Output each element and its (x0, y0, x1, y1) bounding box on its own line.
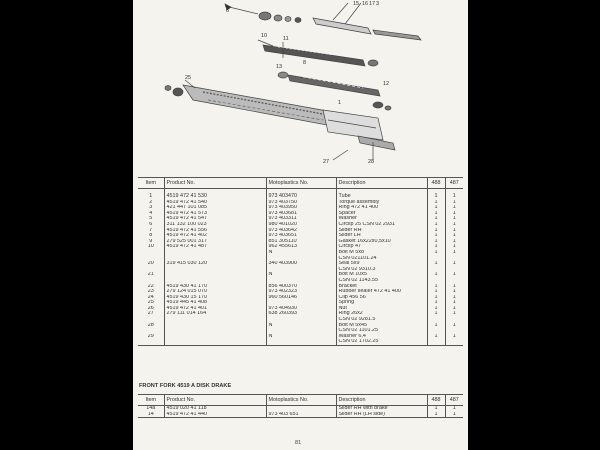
cell-desc: Nut (336, 306, 427, 312)
catalog-page (133, 0, 468, 450)
cell-item: 14a (146, 405, 156, 411)
disk-brake-parts-table (138, 394, 463, 418)
cell-product: 4519 472 41 440 (164, 412, 266, 418)
cell-product: 4519 472 41 487 (164, 244, 266, 250)
cell-product (164, 339, 266, 345)
cell-desc: Spacer (336, 211, 427, 217)
cell-q2: 1 (445, 222, 463, 228)
cell-desc: Clip 456 56 (336, 295, 427, 301)
cell-item: 27 (147, 311, 154, 317)
cell-item: 26 (147, 305, 154, 311)
cell-item: 9 (149, 238, 153, 244)
cell-moto: 340 403900 (266, 261, 336, 267)
callout-label: 10 (261, 33, 268, 39)
table-header-row (138, 395, 463, 406)
cell-desc: Tube (336, 189, 427, 200)
cell-product: 4519 445 41 408 (164, 300, 266, 306)
cell-q2 (445, 339, 463, 345)
cell-moto: N (266, 334, 336, 340)
cell-moto: 980 401020 (266, 222, 336, 228)
cell-q2: 1 (445, 306, 463, 312)
cell-q1: 1 (427, 228, 445, 234)
cell-q1: 1 (427, 406, 445, 412)
cell-desc: CSN 02 9281.5 (336, 317, 427, 323)
callout-label: 28 (368, 159, 375, 165)
section-title: FRONT FORK 4519 A DISK DRAKE (139, 383, 232, 389)
cell-item: 28 (147, 322, 154, 328)
cell-desc: Seal 5x9 (336, 261, 427, 267)
cell-desc: Ring 472 41 400 (336, 205, 427, 211)
cell-product: 4519 430 15 170 (164, 295, 266, 301)
cell-q1: 1 (427, 412, 445, 418)
cell-item: 14 (147, 411, 154, 417)
cell-product: 311 132 100 023 (164, 222, 266, 228)
cell-desc: Spring (336, 300, 427, 306)
callout-label: 16 (362, 1, 369, 7)
cell-q1: 1 (427, 306, 445, 312)
parts-table (138, 177, 463, 346)
cell-q2: 1 (445, 216, 463, 222)
cell-q1: 1 (427, 261, 445, 267)
cell-moto: 973 404930 (266, 306, 336, 312)
cell-q2: 1 (445, 228, 463, 234)
cell-q1: 1 (427, 200, 445, 206)
cell-q2: 1 (445, 233, 463, 239)
cell-q1: 1 (427, 211, 445, 217)
cell-q2: 1 (445, 334, 463, 340)
cell-q2: 1 (445, 323, 463, 329)
table-row (138, 412, 463, 418)
cell-q2: 1 (445, 205, 463, 211)
cell-q2: 1 (445, 406, 463, 412)
cell-q1: 1 (427, 233, 445, 239)
cell-q2: 1 (445, 295, 463, 301)
cell-moto: 973 403681 (266, 211, 336, 217)
cell-moto: 973 402323 (266, 289, 336, 295)
callout-label: 13 (276, 64, 283, 70)
callout-label: 6 (226, 8, 230, 14)
cell-moto: 856 400370 (266, 284, 336, 290)
callout-label: 15 (353, 1, 360, 7)
cell-desc: CSN 02 1702.25 (336, 339, 427, 345)
page-number: 81 (295, 440, 302, 446)
col-header-moto: Motoplastics No. (266, 178, 336, 189)
col-header-product: Product No. (164, 178, 266, 189)
table-header-row (138, 178, 463, 189)
cell-q2: 1 (445, 239, 463, 245)
callout-label: 1 (338, 100, 342, 106)
cell-item: 4 (149, 210, 153, 216)
cell-q2: 1 (445, 412, 463, 418)
cell-item: 29 (147, 333, 154, 339)
callout-label: 17 (369, 1, 376, 7)
callout-label: 11 (283, 36, 289, 42)
cell-desc: CSN 02 1143.55 (336, 278, 427, 284)
cell-item: 20 (147, 261, 154, 267)
cell-desc: Washer 6,4 (336, 334, 427, 340)
cell-q1: 1 (427, 289, 445, 295)
cell-product: 421 447 101 085 (164, 205, 266, 211)
cell-product: 4519 472 41 402 (164, 233, 266, 239)
callout-label: 12 (383, 81, 390, 87)
cell-moto: 638 260393 (266, 311, 336, 317)
cell-item: 7 (149, 227, 153, 233)
cell-item (138, 339, 164, 345)
cell-desc: Torque assembly (336, 200, 427, 206)
cell-product: 4519 472 41 556 (164, 228, 266, 234)
cell-q1: 1 (427, 323, 445, 329)
cell-item: 2 (149, 199, 153, 205)
cell-moto: N (266, 272, 336, 278)
cell-item: 3 (149, 205, 153, 211)
cell-desc: Slider LH (336, 233, 427, 239)
cell-q1: 1 (427, 250, 445, 256)
cell-q2: 1 (445, 200, 463, 206)
cell-desc: Washer (336, 216, 427, 222)
cell-q1: 1 (427, 244, 445, 250)
cell-desc: Bolt M 5x8 (336, 250, 427, 256)
cell-product: 279 124 015 070 (164, 289, 266, 295)
col-header-item: Item (138, 395, 164, 406)
cell-moto: 973 403470 (266, 189, 336, 200)
cell-q2: 1 (445, 272, 463, 278)
cell-q1: 1 (427, 300, 445, 306)
cell-item: 22 (147, 283, 154, 289)
cell-item: 5 (149, 216, 153, 222)
cell-q2: 1 (445, 300, 463, 306)
cell-item: 23 (147, 289, 154, 295)
cell-item: 21 (147, 272, 154, 278)
cell-item: 6 (149, 221, 153, 227)
cell-moto: 973 403750 (266, 200, 336, 206)
cell-q2: 1 (445, 284, 463, 290)
cell-desc: Bracket (336, 284, 427, 290)
cell-q1: 1 (427, 216, 445, 222)
cell-q1: 1 (427, 239, 445, 245)
cell-desc: CSN 02 9310.3 (336, 267, 427, 273)
parts-table-body (138, 189, 463, 346)
cell-moto: 960 560146 (266, 295, 336, 301)
cell-desc: Circlip 25 CSN 02 2931 (336, 222, 427, 228)
cell-product: 4519 472 41 530 (164, 189, 266, 200)
cell-q1: 1 (427, 284, 445, 290)
cell-desc: Rubber sealer 472 41 400 (336, 289, 427, 295)
cell-moto: 973 403642 (266, 228, 336, 234)
col-header-qty-487: 487 (445, 395, 463, 406)
cell-q2: 1 (445, 189, 463, 200)
col-header-qty-488: 488 (427, 395, 445, 406)
cell-item: 25 (147, 300, 154, 306)
callout-label: 3 (376, 1, 380, 7)
cell-q1: 1 (427, 205, 445, 211)
cell-q2: 1 (445, 250, 463, 256)
col-header-description: Description (336, 395, 427, 406)
cell-product: 4519 020 41 118 (164, 406, 266, 412)
col-header-item: Item (138, 178, 164, 189)
cell-moto (266, 339, 336, 345)
cell-product: 4519 472 41 401 (164, 306, 266, 312)
disk-brake-table-body (138, 406, 463, 418)
cell-desc: Ring 26x2 (336, 311, 427, 317)
cell-product: 4519 430 41 170 (164, 284, 266, 290)
cell-q2: 1 (445, 211, 463, 217)
cell-item: 8 (149, 233, 153, 239)
cell-desc: Slider RH with brake (336, 406, 427, 412)
callout-label: 25 (185, 75, 192, 81)
cell-desc: Slider RH (LH side) (336, 412, 427, 418)
cell-moto: 851 305110 (266, 239, 336, 245)
cell-moto: 973 403950 (266, 205, 336, 211)
callout-label: 8 (303, 60, 307, 66)
cell-product: 279 111 014 164 (164, 311, 266, 317)
cell-q2: 1 (445, 289, 463, 295)
cell-item: 10 (147, 244, 154, 250)
cell-moto: 973 403 651 (266, 412, 336, 418)
fork-exploded-diagram (133, 0, 468, 172)
cell-desc: CSN 02 1101.25 (336, 328, 427, 334)
cell-desc: Bolt M 10x5 (336, 272, 427, 278)
cell-product: 319 415 030 120 (164, 261, 266, 267)
cell-q2: 1 (445, 261, 463, 267)
cell-moto: N (266, 250, 336, 256)
cell-moto: 973 403651 (266, 233, 336, 239)
col-header-description: Description (336, 178, 427, 189)
col-header-moto: Motoplastics No. (266, 395, 336, 406)
cell-q1: 1 (427, 311, 445, 317)
cell-desc: CSN 021101.24 (336, 256, 427, 262)
cell-q1: 1 (427, 222, 445, 228)
col-header-qty-487: 487 (445, 178, 463, 189)
cell-moto: 973 403311 (266, 216, 336, 222)
cell-q1: 1 (427, 272, 445, 278)
cell-q2: 1 (445, 311, 463, 317)
cell-q1: 1 (427, 334, 445, 340)
cell-moto: N (266, 323, 336, 329)
table-row (138, 339, 463, 345)
cell-q1: 1 (427, 295, 445, 301)
cell-product: 4519 472 41 573 (164, 211, 266, 217)
callout-label: 27 (323, 159, 330, 165)
cell-q1 (427, 339, 445, 345)
cell-product: 279 525 001 317 (164, 239, 266, 245)
cell-desc: Bolt M 5x45 (336, 323, 427, 329)
cell-item: 24 (147, 294, 154, 300)
cell-product: 4519 472 41 547 (164, 216, 266, 222)
cell-product: 4519 472 41 540 (164, 200, 266, 206)
col-header-product: Product No. (164, 395, 266, 406)
cell-moto: 962 455613 (266, 244, 336, 250)
cell-q1: 1 (427, 189, 445, 200)
col-header-qty-488: 488 (427, 178, 445, 189)
cell-q2: 1 (445, 244, 463, 250)
cell-desc: Slider RH (336, 228, 427, 234)
cell-desc: Gasket 16x22x0,5x10 (336, 239, 427, 245)
cell-desc: Circlip 47 (336, 244, 427, 250)
cell-item: 1 (149, 193, 153, 199)
table-row (138, 189, 463, 200)
